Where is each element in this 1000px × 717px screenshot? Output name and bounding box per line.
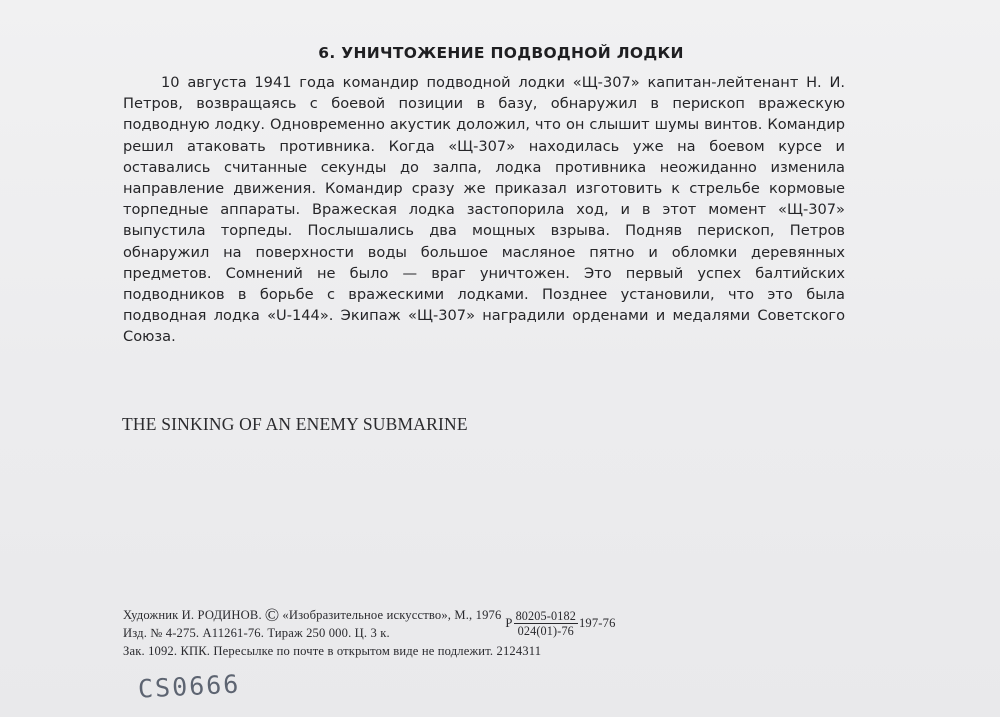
english-title: THE SINKING OF AN ENEMY SUBMARINE — [122, 414, 468, 434]
imprint-code-letter: Р — [505, 616, 513, 630]
imprint-artist: Художник И. РОДИНОВ. — [123, 608, 262, 622]
imprint-fraction-numerator: 80205-0182 — [515, 608, 576, 623]
handwritten-inventory-note: CS0666 — [137, 669, 242, 704]
imprint-line-2: Изд. № 4-275. А11261-76. Тираж 250 000. Ц. 3 к. — [123, 626, 390, 640]
publisher-imprint — [123, 606, 616, 660]
imprint-code-suffix: 197-76 — [578, 616, 616, 630]
copyright-icon: © — [264, 604, 280, 626]
imprint-line-3: Зак. 1092. КПК. Пересылке по почте в открытом виде не подлежит. 2124311 — [123, 644, 542, 658]
card-body-text: 10 августа 1941 года командир подводной лодки «Щ-307» капитан-лейтенант Н. И. Петров, возвращаясь с боевой позиции в базу, обнаружил в перископ вражескую подводную лодку. Одновременно акустик доложил, что он слышит шумы винтов. Командир решил атаковать противника. Когда «Щ-307» находилась уже на боевом курсе и оставались считанные секунды до залпа, лодка противника неожиданно изменила направление движения. Командир сразу же приказал изготовить к стрельбе кормовые торпедные аппараты. Вражеская лодка застопорила ход, и в этот момент «Щ-307» выпустила торпеды. Послышались два мощных взрыва. Подняв перископ, Петров обнаружил на поверхности воды большое масляное пятно и обломки деревянных предметов. Сомнений не было — враг уничтожен. Это первый успех балтийских подводников в борьбе с вражескими лодками. Позднее установили, что это была подводная лодка «U-144». Экипаж «Щ-307» наградили орденами и медалями Советского Союза. — [123, 74, 845, 346]
imprint-fraction-denominator: 024(01)-76 — [517, 623, 574, 638]
imprint-fraction — [514, 609, 578, 638]
card-heading: 6. УНИЧТОЖЕНИЕ ПОДВОДНОЙ ЛОДКИ — [318, 44, 684, 62]
imprint-publisher: «Изобразительное искусство», М., 1976 — [282, 608, 502, 622]
